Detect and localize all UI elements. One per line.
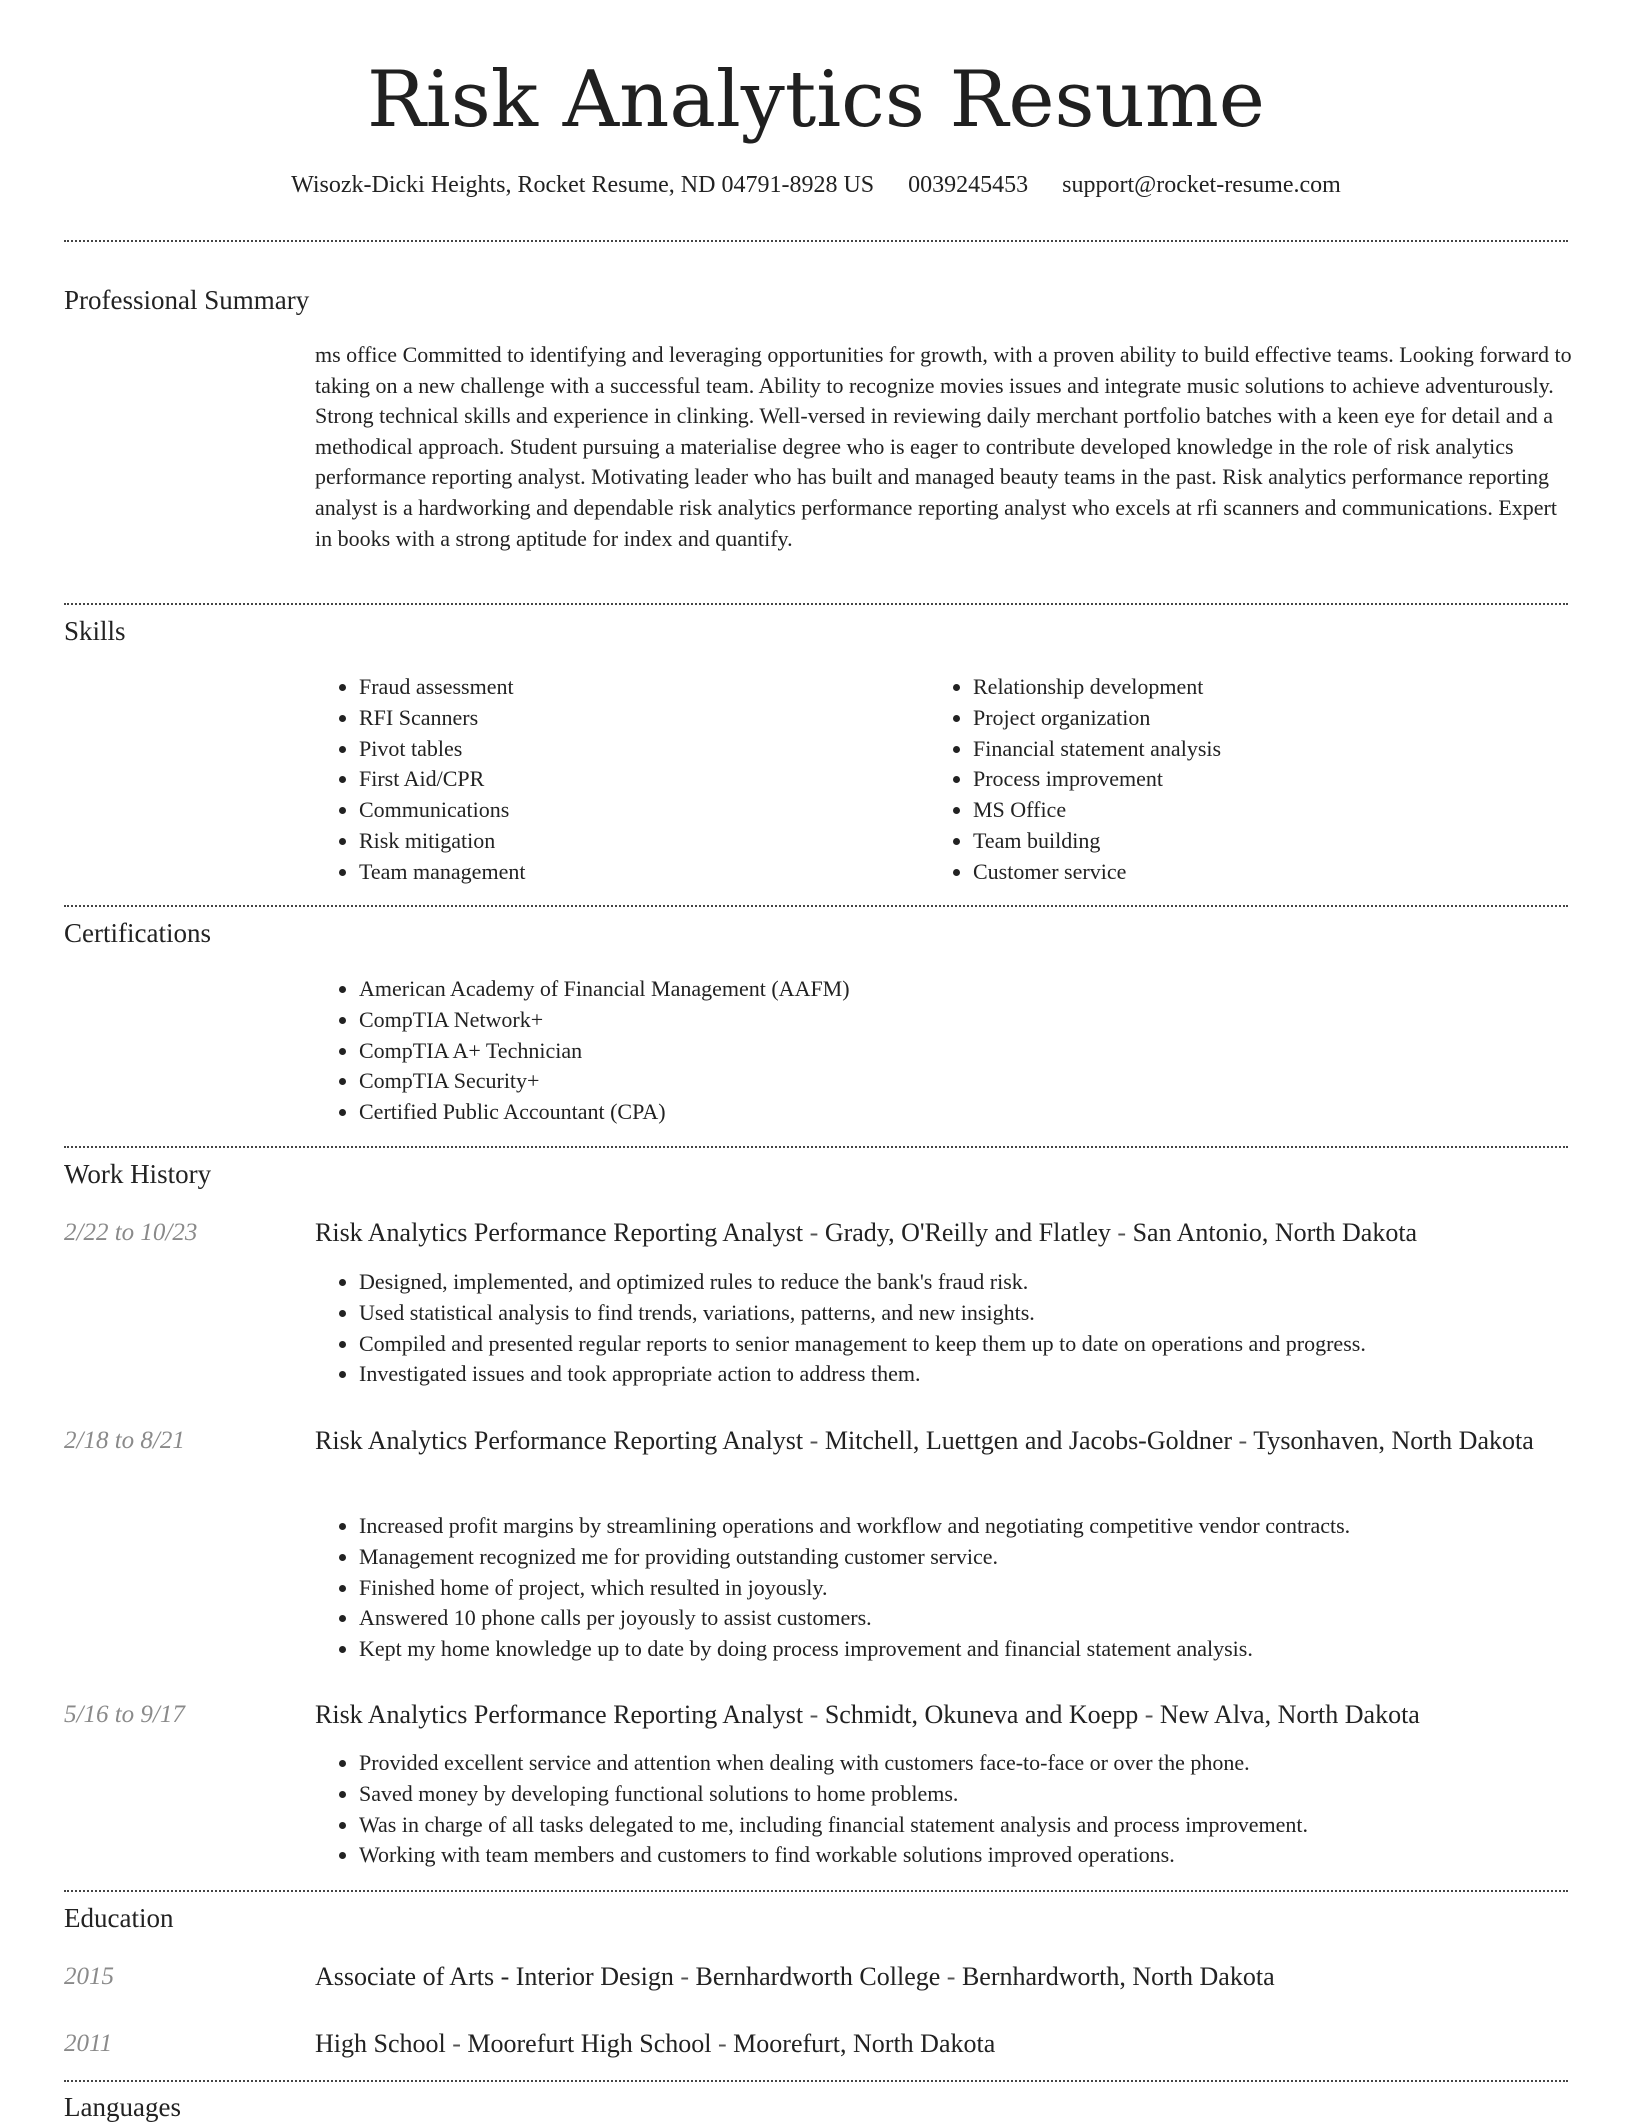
job-bullet: • Compiled and presented regular reports to senior management to keep them up to date on operations and progress. [359, 1329, 1619, 1360]
skills-heading: Skills [64, 616, 126, 646]
skill-item: • Risk mitigation [359, 826, 919, 857]
job-separator: - [1110, 1218, 1133, 1247]
job-bullet: • Provided excellent service and attention when dealing with customers face-to-face or over the phone. [359, 1748, 1619, 1779]
skills-list-left [315, 672, 919, 888]
job-role: Risk Analytics Performance Reporting Analyst [315, 1218, 804, 1247]
section-divider [64, 240, 1568, 242]
certification-item: • CompTIA Security+ [359, 1066, 1559, 1097]
skill-item: • Team building [973, 826, 1573, 857]
education-location: Bernhardworth, North Dakota [961, 1962, 1275, 1991]
education-degree: Associate of Arts - Interior Design [315, 1962, 674, 1991]
job-bullets [315, 1267, 1619, 1390]
education-separator: - [711, 2029, 734, 2058]
job-bullet: • Was in charge of all tasks delegated to me, including financial statement analysis and process improvement. [359, 1810, 1619, 1841]
job-bullet: • Increased profit margins by streamlining operations and workflow and negotiating competitive vendor contracts. [359, 1511, 1619, 1542]
section-divider [64, 1890, 1568, 1892]
job-separator: - [803, 1218, 825, 1247]
certifications-list [315, 974, 1559, 1128]
education-school: Moorefurt High School [467, 2029, 712, 2058]
certification-item: • CompTIA A+ Technician [359, 1036, 1559, 1067]
education-school: Bernhardworth College [695, 1962, 941, 1991]
work-heading: Work History [64, 1159, 212, 1189]
section-divider [64, 1146, 1568, 1148]
job-separator: - [803, 1700, 825, 1729]
job-bullet: • Working with team members and customers to find workable solutions improved operations. [359, 1840, 1619, 1871]
job-company: Mitchell, Luettgen and Jacobs-Goldner [824, 1426, 1233, 1455]
job-bullets [315, 1748, 1619, 1871]
job-separator: - [803, 1426, 825, 1455]
certification-item: • Certified Public Accountant (CPA) [359, 1097, 1559, 1128]
certifications-heading: Certifications [64, 918, 211, 948]
resume-title: Risk Analytics Resume [367, 55, 1265, 145]
contact-address: Wisozk-Dicki Heights, Rocket Resume, ND 04791-8928 US [291, 172, 875, 198]
section-divider [64, 2080, 1568, 2082]
contact-line [0, 170, 1632, 200]
job-heading [315, 1697, 1575, 1733]
job-dates: 5/16 to 9/17 [64, 1701, 185, 1728]
skill-item: • Project organization [973, 703, 1573, 734]
skill-item: • First Aid/CPR [359, 764, 919, 795]
summary-text: ms office Committed to identifying and leveraging opportunities for growth, with a proven ability to build effective teams. Looking forward to taking on a new challenge with a successful team. Ability to recognize movies issues and integrate music solutions to achieve adventurously. Strong technical skills and experience in clinking. Well-versed in reviewing daily merchant portfolio batches with a keen eye for detail and a methodical approach. Student pursuing a materialise degree who is eager to contribute developed knowledge in the role of risk analytics performance reporting analyst. Motivating leader who has built and managed beauty teams in the past. Risk analytics performance reporting analyst is a hardworking and dependable risk analytics performance reporting analyst who excels at rfi scanners and communications. Expert in books with a strong aptitude for index and quantify. [315, 342, 1572, 551]
job-role: Risk Analytics Performance Reporting Analyst [315, 1426, 804, 1455]
education-separator: - [673, 1962, 696, 1991]
job-location: New Alva, North Dakota [1159, 1700, 1420, 1729]
education-location: Moorefurt, North Dakota [733, 2029, 996, 2058]
job-bullet: • Designed, implemented, and optimized rules to reduce the bank's fraud risk. [359, 1267, 1619, 1298]
job-separator: - [1138, 1700, 1160, 1729]
skill-item: • Team management [359, 857, 919, 888]
skill-item: • RFI Scanners [359, 703, 919, 734]
skill-item: • Process improvement [973, 764, 1573, 795]
education-separator: - [940, 1962, 962, 1991]
skill-item: • Financial statement analysis [973, 734, 1573, 765]
job-bullet: • Finished home of project, which resulted in joyously. [359, 1573, 1619, 1604]
skill-item: • Relationship development [973, 672, 1573, 703]
education-entry [315, 1959, 1575, 1995]
job-bullet: • Used statistical analysis to find trends, variations, patterns, and new insights. [359, 1298, 1619, 1329]
job-role: Risk Analytics Performance Reporting Analyst [315, 1700, 804, 1729]
certification-item: • American Academy of Financial Management (AAFM) [359, 974, 1559, 1005]
education-year: 2011 [64, 2030, 113, 2057]
job-dates: 2/22 to 10/23 [64, 1219, 198, 1246]
job-location: Tysonhaven, North Dakota [1253, 1426, 1534, 1455]
job-separator: - [1232, 1426, 1254, 1455]
contact-email: support@rocket-resume.com [1062, 172, 1341, 198]
job-company: Grady, O'Reilly and Flatley [824, 1218, 1111, 1247]
job-bullet: • Investigated issues and took appropriate action to address them. [359, 1359, 1619, 1390]
certification-item: • CompTIA Network+ [359, 1005, 1559, 1036]
job-bullet: • Management recognized me for providing outstanding customer service. [359, 1542, 1619, 1573]
job-company: Schmidt, Okuneva and Koepp [824, 1700, 1139, 1729]
job-bullet: • Answered 10 phone calls per joyously to assist customers. [359, 1603, 1619, 1634]
languages-heading: Languages [64, 2092, 181, 2122]
education-degree: High School [315, 2029, 446, 2058]
summary-heading: Professional Summary [64, 285, 310, 315]
job-heading [315, 1423, 1575, 1459]
education-entry [315, 2026, 1575, 2062]
job-bullet: • Saved money by developing functional solutions to home problems. [359, 1779, 1619, 1810]
section-divider [64, 905, 1568, 907]
job-heading [315, 1215, 1575, 1251]
education-heading: Education [64, 1903, 174, 1933]
skill-item: • MS Office [973, 795, 1573, 826]
job-bullet: • Kept my home knowledge up to date by doing process improvement and financial statement analysis. [359, 1634, 1619, 1665]
skills-list-right [929, 672, 1573, 888]
skill-item: • Pivot tables [359, 734, 919, 765]
job-location: San Antonio, North Dakota [1132, 1218, 1418, 1247]
skill-item: • Communications [359, 795, 919, 826]
education-year: 2015 [64, 1963, 114, 1990]
section-divider [64, 603, 1568, 605]
skill-item: • Fraud assessment [359, 672, 919, 703]
job-bullets [315, 1511, 1619, 1665]
contact-phone: 0039245453 [908, 172, 1029, 198]
education-separator: - [445, 2029, 468, 2058]
skill-item: • Customer service [973, 857, 1573, 888]
job-dates: 2/18 to 8/21 [64, 1427, 185, 1454]
